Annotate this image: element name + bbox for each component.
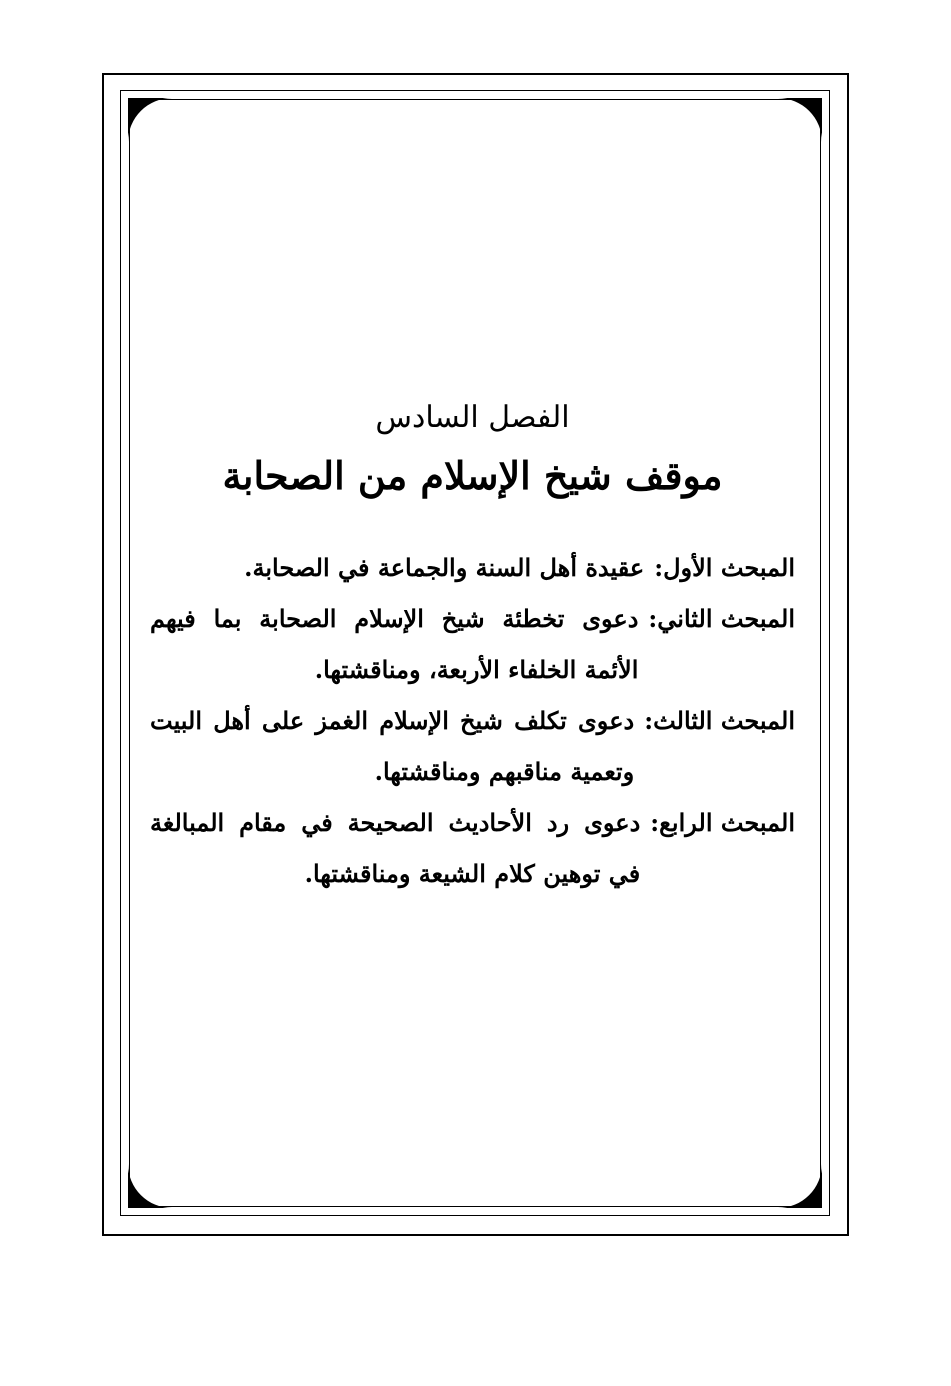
section-label: المبحث الرابع: — [650, 808, 795, 837]
section-label: المبحث الثالث: — [644, 706, 795, 735]
section-item — [150, 593, 795, 695]
section-item — [150, 797, 795, 899]
section-text: عقيدة أهل السنة والجماعة في الصحابة. — [244, 553, 645, 582]
chapter-title: موقف شيخ الإسلام من الصحابة — [222, 453, 723, 498]
section-text: دعوى تخطئة شيخ الإسلام الصحابة بما فيهم الأئمة الخلفاء الأربعة، ومناقشتها. — [150, 604, 639, 684]
corner-ornament-bottom-right — [778, 1164, 822, 1208]
corner-ornament-top-right — [778, 98, 822, 142]
corner-ornament-bottom-left — [128, 1164, 172, 1208]
section-text: دعوى تكلف شيخ الإسلام الغمز على أهل البيت وتعمية مناقبهم ومناقشتها. — [150, 706, 635, 786]
section-label: المبحث الثاني: — [648, 604, 795, 633]
section-item — [150, 695, 795, 797]
section-item — [150, 542, 795, 593]
chapter-label: الفصل السادس — [375, 400, 570, 435]
section-text: دعوى رد الأحاديث الصحيحة في مقام المبالغة في توهين كلام الشيعة ومناقشتها. — [150, 808, 641, 888]
chapter-contents — [150, 400, 795, 899]
corner-ornament-top-left — [128, 98, 172, 142]
section-label: المبحث الأول: — [654, 553, 795, 582]
